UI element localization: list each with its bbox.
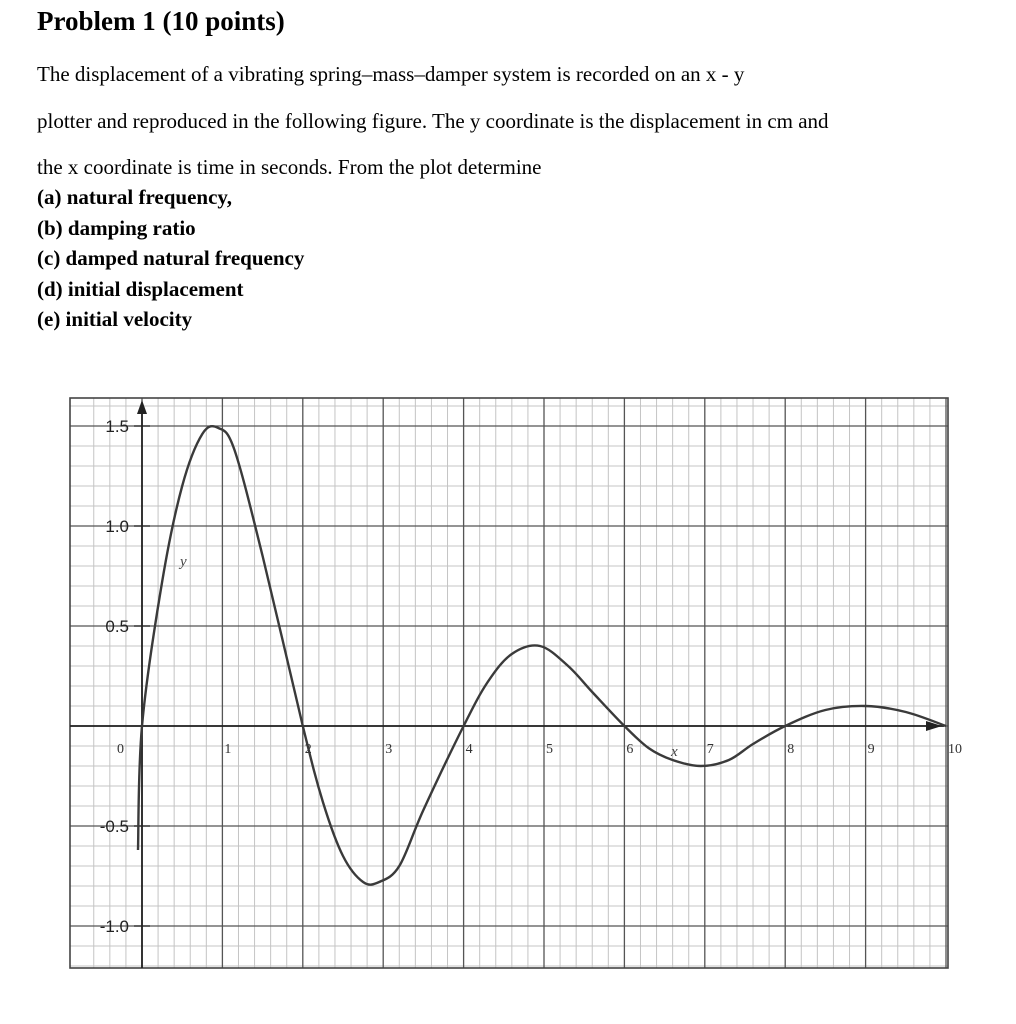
x-tick-label: 7 xyxy=(706,742,714,757)
x-tick-label: 1 xyxy=(224,742,232,757)
question-e: (e) initial velocity xyxy=(37,307,193,331)
x-axis-label: x xyxy=(671,744,678,760)
statement-line-3: the x coordinate is time in seconds. From the plot determine xyxy=(37,155,542,179)
x-tick-label: 6 xyxy=(626,742,634,757)
x-tick-label: 5 xyxy=(546,742,553,757)
axes xyxy=(70,400,944,968)
x-tick-label: 4 xyxy=(465,742,473,757)
x-tick-label: 10 xyxy=(948,742,962,757)
x-tick-label: 3 xyxy=(385,742,393,757)
x-tick-labels xyxy=(117,742,962,757)
x-tick-label: 8 xyxy=(787,742,795,757)
statement-line-2: plotter and reproduced in the following figure. The y coordinate is the displacement in cm and xyxy=(37,109,829,133)
question-b: (b) damping ratio xyxy=(37,216,196,240)
displacement-curve xyxy=(138,426,946,885)
minor-grid xyxy=(70,398,948,968)
y-tick-label: 0.5 xyxy=(105,617,129,636)
problem-title: Problem 1 (10 points) xyxy=(37,6,285,36)
question-c: (c) damped natural frequency xyxy=(37,246,305,270)
statement-line-1: The displacement of a vibrating spring–mass–damper system is recorded on an x - y xyxy=(37,62,745,86)
question-d: (d) initial displacement xyxy=(37,277,244,301)
y-tick-label: -1.0 xyxy=(99,917,129,936)
major-grid xyxy=(70,398,948,968)
x-tick-label: 0 xyxy=(117,742,124,757)
y-tick-label: 1.0 xyxy=(105,517,129,536)
plot-frame xyxy=(70,398,948,968)
y-tick-label: -0.5 xyxy=(99,817,129,836)
x-tick-label: 2 xyxy=(304,742,312,757)
y-axis-label: y xyxy=(180,554,187,570)
x-tick-label: 9 xyxy=(867,742,875,757)
y-axis-arrow xyxy=(137,400,147,414)
question-a: (a) natural frequency, xyxy=(37,185,233,209)
y-tick-label: 1.5 xyxy=(105,417,129,436)
